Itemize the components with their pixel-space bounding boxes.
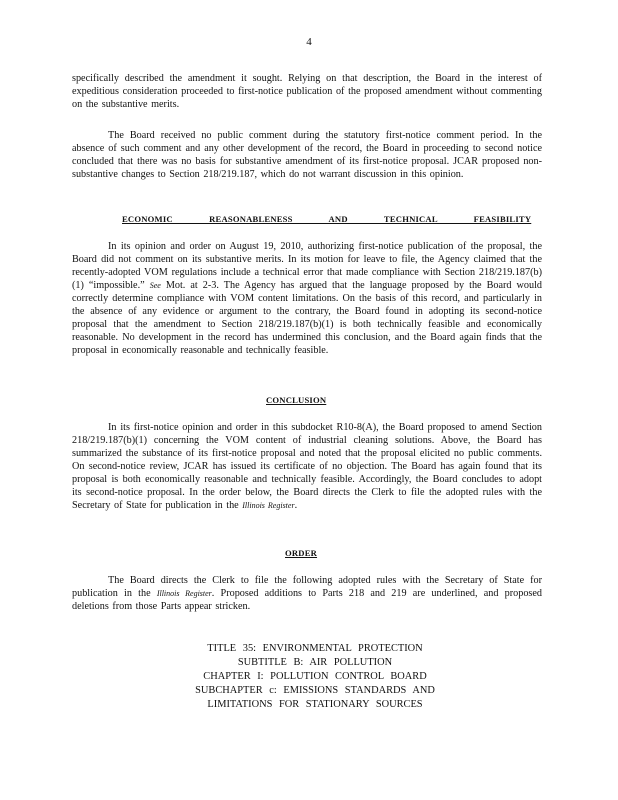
chapter-line: CHAPTER I: POLLUTION CONTROL BOARD <box>203 671 427 682</box>
subchapter-line: SUBCHAPTER c: EMISSIONS STANDARDS AND <box>195 685 435 696</box>
publication-name: Illinois Register <box>242 501 295 510</box>
publication-name: Illinois Register <box>156 589 212 598</box>
heading-order: ORDER <box>285 548 318 558</box>
citation-signal: See <box>149 281 161 290</box>
subchapter-line-continued: LIMITATIONS FOR STATIONARY SOURCES <box>207 699 423 710</box>
paragraph-text-part: The Board directs the Clerk to file the following adopted rules with the Secretary of State for publication in the <box>72 575 542 599</box>
paragraph-text-part: . Proposed additions to Parts 218 and 219 are underlined, and proposed deletions from those Parts appear stricken. <box>72 588 542 612</box>
paragraph-text-part: . <box>294 500 298 511</box>
paragraph-order <box>72 574 542 613</box>
paragraph-conclusion <box>72 421 542 512</box>
regulation-title-block <box>140 642 490 712</box>
paragraph-economic-reasonableness <box>72 240 542 357</box>
title-line: TITLE 35: ENVIRONMENTAL PROTECTION <box>207 643 423 654</box>
heading-conclusion: CONCLUSION <box>266 395 327 405</box>
paragraph-public-comment: The Board received no public comment during the statutory first-notice comment period. In the absence of such comment and any other development of the record, the Board in proceeding to second notice concluded that there was no basis for substantive amendment of its first-notice proposal. JCAR proposed non-substantive changes to Section 218/219.187, which do not warrant discussion in this opinion. <box>72 130 542 180</box>
paragraph-amendment-description: specifically described the amendment it sought. Relying on that description, the Board in the interest of expeditious consideration proceeded to first-notice publication of the proposed amendment without commenting on the substantive merits. <box>72 73 542 110</box>
subtitle-line: SUBTITLE B: AIR POLLUTION <box>237 657 393 668</box>
paragraph-text-part: In its opinion and order on August 19, 2010, authorizing first-notice publication of the proposal, the Board did not comment on its substantive merits. In its motion for leave to file, the Agency claimed that the recently-adopted VOM regulations include a technical error that made compliance with Section 218/219.187(b)(1) “impossible.” <box>72 241 542 291</box>
paragraph-text-part: Mot. at 2-3. The Agency has argued that the language proposed by the Board would correctly determine compliance with VOM content limitations. On the basis of this record, and particularly in the absence of any evidence or argument to the contrary, the Board found in adopting its second-notice proposal that the amendment to Section 218/219.187(b)(1) is both technically feasible and economically reasonable. No development in the record has undermined this conclusion, and the Board again finds that the proposal in economically reasonable and technically feasible. <box>72 280 542 356</box>
paragraph-text-part: In its first-notice opinion and order in this subdocket R10-8(A), the Board proposed to amend Section 218/219.187(b)(1) concerning the VOM content of industrial cleaning solutions. Above, the Board has summarized the substance of its first-notice proposal and noted that the proposal elicited no public comments. On second-notice review, JCAR has issued its certificate of no objection. The Board has again found that its proposal is both economically reasonable and technically feasible. Accordingly, the Board concludes to adopt its second-notice proposal. In the order below, the Board directs the Clerk to file the adopted rules with the Secretary of State for publication in the <box>72 422 542 511</box>
page-number: 4 <box>306 36 312 48</box>
heading-economic-reasonableness: ECONOMIC REASONABLENESS AND TECHNICAL FEASIBILITY <box>122 214 532 224</box>
